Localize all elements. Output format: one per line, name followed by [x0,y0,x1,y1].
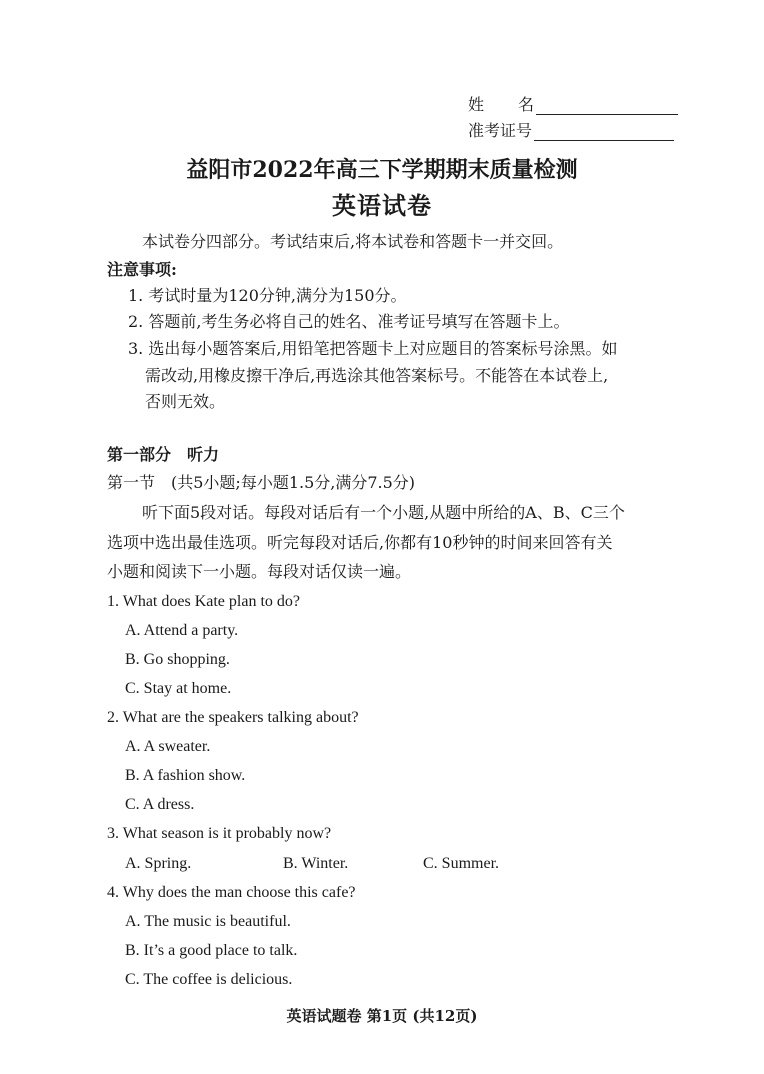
candidate-name-row [468,92,678,115]
question-option: A. Spring. [125,855,192,872]
part-heading: 第一部分 听力 [107,445,220,464]
question-stem: 4. Why does the man choose this cafe? [107,884,356,901]
question-stem: 1. What does Kate plan to do? [107,593,300,610]
exam-subtitle: 英语试卷 [332,191,432,220]
question-stem: 2. What are the speakers talking about? [107,709,359,726]
question-option: C. Summer. [423,855,500,872]
question-option: B. A fashion show. [125,767,246,784]
question-option: C. The coffee is delicious. [125,971,293,988]
section-title: 第一节 (共5小题;每小题1.5分,满分7.5分) [107,473,416,492]
notice-heading: 注意事项: [107,260,177,279]
question-option: B. Go shopping. [125,651,230,668]
question-option: B. It’s a good place to talk. [125,942,298,959]
page-footer: 英语试题卷 第1页 (共12页) [286,1007,478,1025]
question-option: B. Winter. [283,855,349,872]
name-label: 姓 名 [468,95,535,114]
notice-item: 需改动,用橡皮擦干净后,再选涂其他答案标号。不能答在本试卷上, [145,366,609,385]
notice-item: 2. 答题前,考生务必将自己的姓名、准考证号填写在答题卡上。 [128,312,570,331]
instruction-line: 选项中选出最佳选项。听完每段对话后,你都有10秒钟的时间来回答有关 [107,533,613,552]
exam-id-blank[interactable] [534,122,674,141]
instruction-line: 听下面5段对话。每段对话后有一个小题,从题中所给的A、B、C三个 [142,503,625,522]
notice-item: 3. 选出每小题答案后,用铅笔把答题卡上对应题目的答案标号涂黑。如 [128,339,618,358]
instruction-line: 小题和阅读下一小题。每段对话仅读一遍。 [107,562,412,581]
intro-text: 本试卷分四部分。考试结束后,将本试卷和答题卡一并交回。 [142,232,564,251]
question-option: A. The music is beautiful. [125,913,291,930]
notice-item: 1. 考试时量为120分钟,满分为150分。 [128,286,407,305]
question-option: C. Stay at home. [125,680,232,697]
question-option: A. Attend a party. [125,622,239,639]
question-stem: 3. What season is it probably now? [107,825,332,842]
question-option: A. A sweater. [125,738,211,755]
question-option: C. A dress. [125,796,195,813]
exam-title: 益阳市2022年高三下学期期末质量检测 [186,157,578,183]
name-blank[interactable] [536,96,678,115]
notice-item: 否则无效。 [145,392,226,411]
candidate-id-row [468,118,674,141]
exam-id-label: 准考证号 [468,121,533,140]
